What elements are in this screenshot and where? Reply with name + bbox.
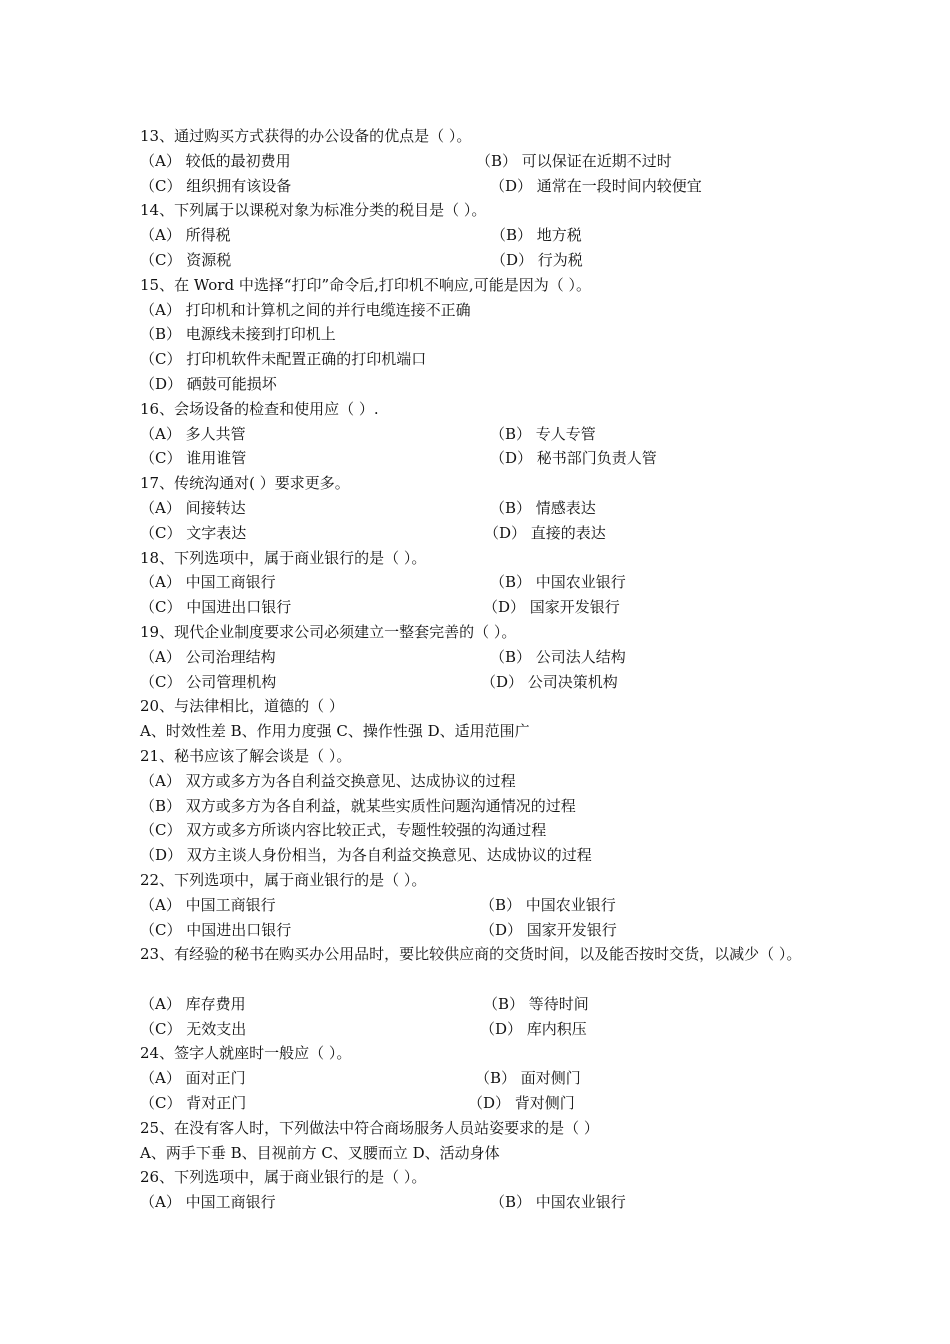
answer-option: （B） 中国农业银行 (490, 1193, 626, 1212)
option-row (140, 347, 830, 372)
answer-option: （C） 谁用谁管 (140, 449, 247, 468)
answer-option: （D） 背对侧门 (468, 1094, 575, 1113)
answer-option: （C） 打印机软件未配置正确的打印机端口 (140, 350, 427, 369)
answer-option: （A） 中国工商银行 (140, 1193, 276, 1212)
answer-option: （A） 中国工商银行 (140, 573, 276, 592)
answer-option: （C） 背对正门 (140, 1094, 247, 1113)
answer-option: （B） 专人专管 (490, 424, 596, 443)
option-row (140, 446, 830, 471)
answer-option: （D） 国家开发银行 (483, 598, 620, 617)
answer-option: （C） 中国进出口银行 (140, 920, 292, 939)
answer-option: （B） 面对侧门 (475, 1069, 581, 1088)
answer-option: （C） 资源税 (140, 250, 232, 269)
question-text: 19、现代企业制度要求公司必须建立一整套完善的（ ）。 (140, 622, 517, 641)
answer-option: （D） 秘书部门负责人管 (490, 449, 657, 468)
question-text: 14、下列属于以课税对象为标准分类的税目是（ ）。 (140, 201, 487, 220)
option-row (140, 769, 830, 794)
question-text: 20、与法律相比，道德的（ ） (140, 697, 344, 716)
answer-option: （B） 可以保证在近期不过时 (476, 151, 672, 170)
question-text: 17、传统沟通对( ）要求更多。 (140, 474, 350, 493)
answer-option: （D） 行为税 (491, 250, 583, 269)
answer-option: （A） 面对正门 (140, 1069, 246, 1088)
answer-option: （B） 公司法人结构 (490, 647, 626, 666)
option-row (140, 843, 830, 868)
question-text: 15、在 Word 中选择“打印”命令后,打印机不响应,可能是因为（ ）。 (140, 275, 591, 294)
option-row (140, 645, 830, 670)
option-row (140, 322, 830, 347)
answer-option: （A） 所得税 (140, 226, 231, 245)
question-text: 13、通过购买方式获得的办公设备的优点是（ ）。 (140, 127, 472, 145)
answer-option: （B） 地方税 (491, 226, 582, 245)
answer-option: （B） 双方或多方为各自利益，就某些实质性问题沟通情况的过程 (140, 796, 576, 815)
answer-option: （A） 较低的最初费用 (140, 151, 291, 170)
answer-option: （D） 公司决策机构 (481, 672, 618, 691)
answer-option: （A） 打印机和计算机之间的并行电缆连接不正确 (140, 300, 471, 319)
answer-option: （C） 无效支出 (140, 1019, 247, 1038)
question-text: 18、下列选项中，属于商业银行的是（ ）。 (140, 548, 427, 567)
answer-option: （B） 中国农业银行 (480, 895, 616, 914)
option-row (140, 174, 830, 199)
option-row (140, 893, 830, 918)
question-text: 22、下列选项中，属于商业银行的是（ ）。 (140, 870, 427, 889)
answer-option: （B） 等待时间 (483, 994, 589, 1013)
answer-option: （B） 中国农业银行 (490, 573, 626, 592)
answer-option: （A） 双方或多方为各自利益交换意见、达成协议的过程 (140, 771, 516, 790)
answer-option: A、时效性差 B、作用力度强 C、操作性强 D、适用范围广 (140, 722, 530, 741)
answer-option: （D） 通常在一段时间内较便宜 (490, 176, 702, 195)
question-text: 26、下列选项中，属于商业银行的是（ ）。 (140, 1168, 427, 1187)
option-row (140, 496, 830, 521)
answer-option: （A） 库存费用 (140, 994, 246, 1013)
answer-option: （A） 公司治理结构 (140, 647, 276, 666)
option-row (140, 595, 830, 620)
question-text: 23、有经验的秘书在购买办公用品时，要比较供应商的交货时间，以及能否按时交货，以减少（ ）。 (140, 945, 802, 964)
answer-option: （C） 公司管理机构 (140, 672, 277, 691)
answer-option: （A） 中国工商银行 (140, 895, 276, 914)
answer-option: （D） 国家开发银行 (480, 920, 617, 939)
answer-option: （D） 库内积压 (480, 1019, 587, 1038)
answer-option: （B） 情感表达 (490, 498, 596, 517)
option-row (140, 422, 830, 447)
answer-option: A、两手下垂 B、目视前方 C、叉腰而立 D、活动身体 (140, 1143, 500, 1162)
question-text: 16、会场设备的检查和使用应（ ）. (140, 399, 379, 418)
option-row (140, 521, 830, 546)
question-text: 24、签字人就座时一般应（ ）。 (140, 1044, 352, 1063)
answer-option: （C） 中国进出口银行 (140, 598, 292, 617)
answer-option: （C） 文字表达 (140, 523, 247, 542)
option-row (140, 248, 830, 273)
option-row (140, 992, 830, 1017)
option-row (140, 1091, 830, 1116)
answer-option: （C） 组织拥有该设备 (140, 176, 292, 195)
option-row (140, 1190, 830, 1215)
option-row (140, 719, 830, 744)
question-list (140, 124, 830, 1215)
question-text: 25、在没有客人时，下列做法中符合商场服务人员站姿要求的是（ ） (140, 1118, 599, 1137)
option-row (140, 1017, 830, 1042)
option-row (140, 670, 830, 695)
option-row (140, 149, 830, 174)
answer-option: （A） 间接转达 (140, 498, 246, 517)
answer-option: （D） 硒鼓可能损坏 (140, 374, 277, 393)
option-row (140, 918, 830, 943)
option-row (140, 570, 830, 595)
option-row (140, 223, 830, 248)
answer-option: （C） 双方或多方所谈内容比较正式，专题性较强的沟通过程 (140, 821, 547, 840)
answer-option: （B） 电源线未接到打印机上 (140, 325, 336, 344)
answer-option: （D） 直接的表达 (484, 523, 606, 542)
option-row (140, 298, 830, 323)
option-row (140, 1066, 830, 1091)
option-row (140, 794, 830, 819)
option-row (140, 1141, 830, 1166)
answer-option: （D） 双方主谈人身份相当，为各自利益交换意见、达成协议的过程 (140, 846, 592, 865)
option-row (140, 372, 830, 397)
option-row (140, 818, 830, 843)
answer-option: （A） 多人共管 (140, 424, 246, 443)
question-text: 21、秘书应该了解会谈是（ ）。 (140, 746, 352, 765)
